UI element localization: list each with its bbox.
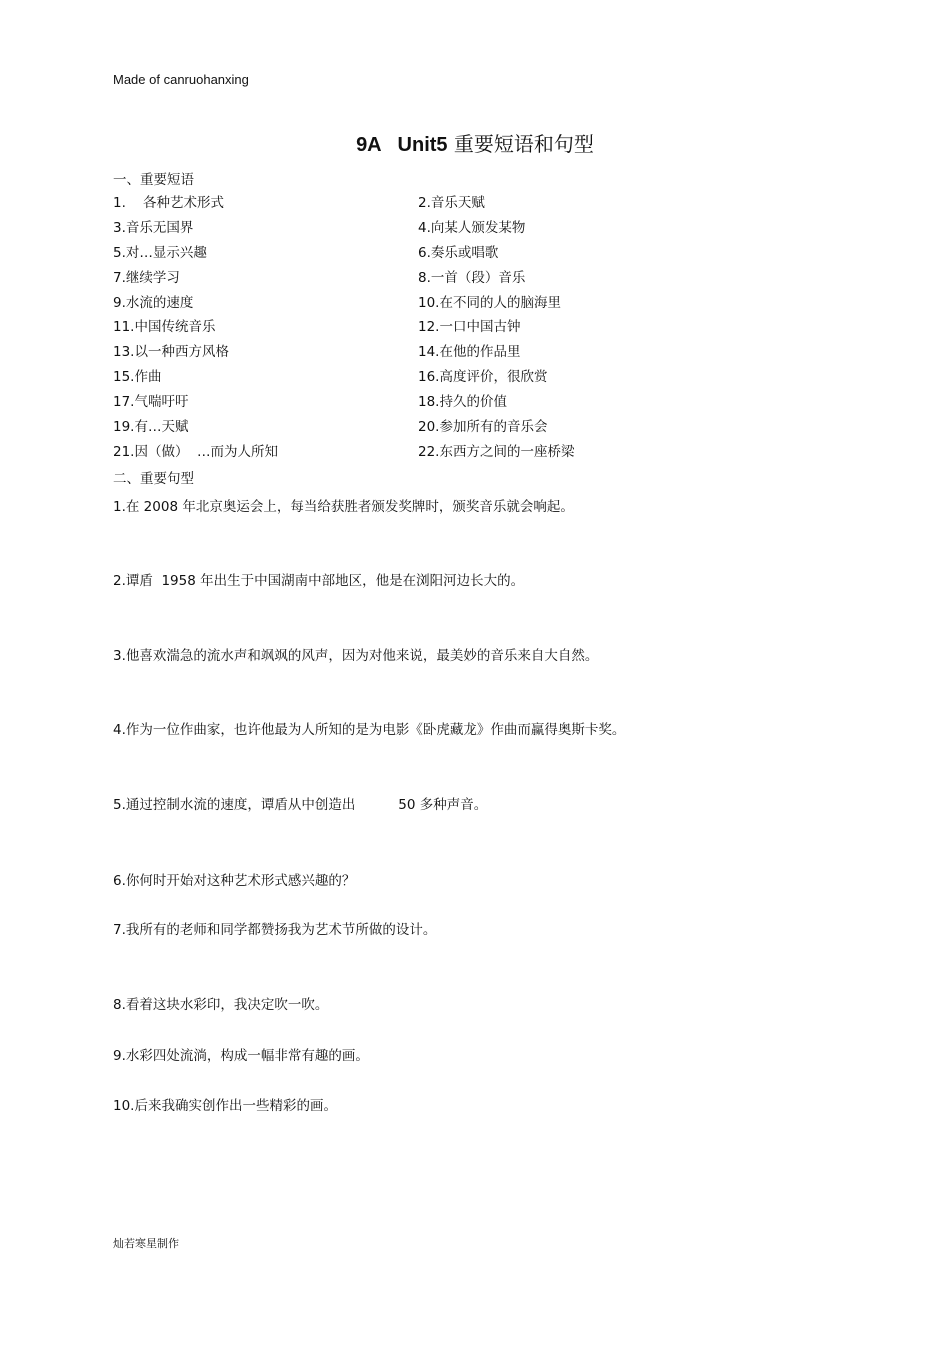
phrase-item: 3.音乐无国界 [113,219,194,236]
section-heading-phrases: 一、重要短语 [113,172,194,188]
phrase-item: 10.在不同的人的脑海里 [418,294,561,311]
phrase-item: 18.持久的价值 [418,394,507,411]
page-title [0,128,950,157]
phrase-item: 7.继续学习 [113,269,180,286]
phrase-item: 4.向某人颁发某物 [418,219,526,236]
title-unit: 9A Unit5 [356,134,448,156]
section-heading-sentences: 二、重要句型 [113,471,194,487]
phrase-item: 13.以一种西方风格 [113,344,229,361]
title-topic: 重要短语和句型 [447,132,594,156]
footer-note: 灿若寒星制作 [113,1237,179,1250]
phrase-item: 11.中国传统音乐 [113,319,216,336]
sentence-item: 3.他喜欢湍急的流水声和飒飒的风声，因为对他来说，最美妙的音乐来自大自然。 [113,648,599,664]
phrase-list [113,191,713,465]
phrase-item: 19.有…天赋 [113,419,189,436]
sentence-item: 6.你何时开始对这种艺术形式感兴趣的？ [113,873,356,889]
sentence-item: 10.后来我确实创作出一些精彩的画。 [113,1098,337,1114]
sentence-item: 7.我所有的老师和同学都赞扬我为艺术节所做的设计。 [113,922,437,938]
phrase-item: 17.气喘吁吁 [113,394,189,411]
sentence-item: 9.水彩四处流淌，构成一幅非常有趣的画。 [113,1048,369,1064]
header-note: Made of canruohanxing [113,72,249,87]
phrase-item: 8.一首（段）音乐 [418,269,526,286]
phrase-item: 9.水流的速度 [113,294,194,311]
phrase-item: 1. 各种艺术形式 [113,195,225,211]
phrase-item: 14.在他的作品里 [418,344,521,361]
phrase-item: 5.对…显示兴趣 [113,244,207,261]
phrase-item: 2.音乐天赋 [418,195,485,211]
sentence-item: 5.通过控制水流的速度，谭盾从中创造出 50 多种声音。 [113,797,488,813]
sentence-item: 1.在 2008 年北京奥运会上，每当给获胜者颁发奖牌时，颁奖音乐就会响起。 [113,499,574,515]
phrase-item: 22.东西方之间的一座桥梁 [418,443,575,460]
phrase-item: 12.一口中国古钟 [418,319,521,336]
phrase-item: 15.作曲 [113,369,162,386]
phrase-item: 20.参加所有的音乐会 [418,419,548,436]
phrase-item: 6.奏乐或唱歌 [418,244,499,261]
sentence-item: 2.谭盾 1958 年出生于中国湖南中部地区，他是在浏阳河边长大的。 [113,573,525,589]
sentence-item: 4.作为一位作曲家，也许他最为人所知的是为电影《卧虎藏龙》作曲而赢得奥斯卡奖。 [113,722,626,738]
phrase-item: 16.高度评价，很欣赏 [418,369,548,386]
sentence-item: 8.看着这块水彩印，我决定吹一吹。 [113,997,329,1013]
phrase-item: 21.因（做） …而为人所知 [113,443,279,460]
